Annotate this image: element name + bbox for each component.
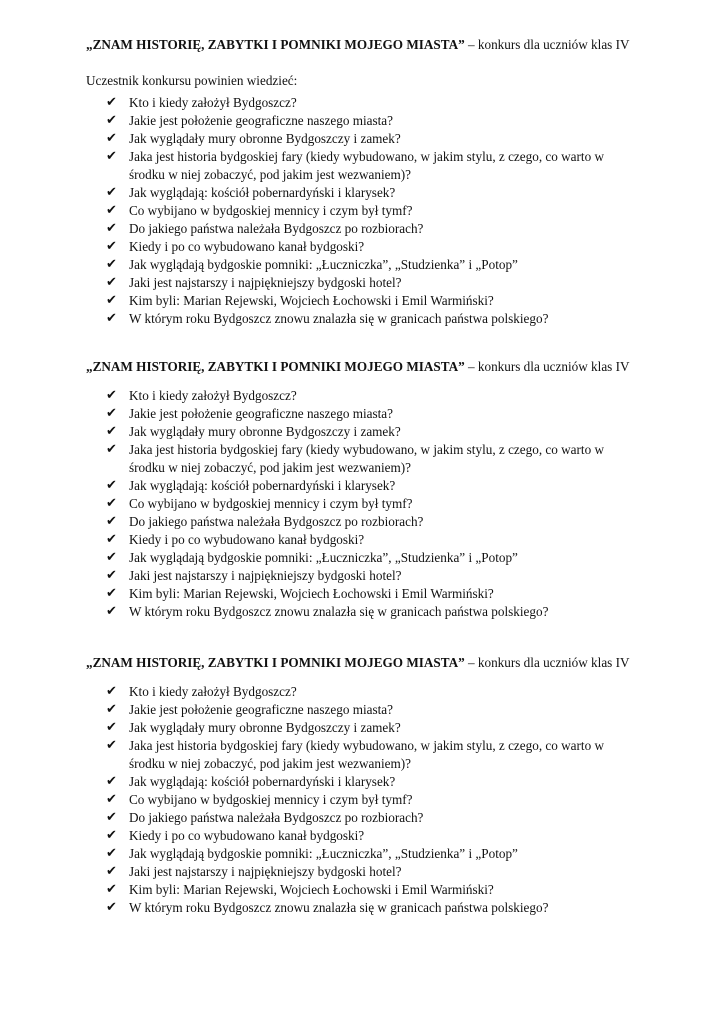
question-item: ✔ Jakie jest położenie geograficzne naszego miasta? bbox=[106, 406, 393, 421]
checkmark-icon: ✔ bbox=[106, 514, 117, 529]
checkmark-icon: ✔ bbox=[106, 388, 117, 403]
checkmark-icon: ✔ bbox=[106, 478, 117, 493]
checkmark-icon: ✔ bbox=[106, 293, 117, 308]
checkmark-icon: ✔ bbox=[106, 203, 117, 218]
question-item: ✔ Jak wyglądają bydgoskie pomniki: „Łuczniczka”, „Studzienka” i „Potop” bbox=[106, 846, 518, 861]
question-item: ✔ Jakie jest położenie geograficzne naszego miasta? bbox=[106, 113, 393, 128]
question-item: ✔ Jakie jest położenie geograficzne naszego miasta? bbox=[106, 702, 393, 717]
checkmark-icon: ✔ bbox=[106, 774, 117, 789]
checkmark-icon: ✔ bbox=[106, 257, 117, 272]
question-item: ✔ Jaki jest najstarszy i najpiękniejszy bydgoski hotel? bbox=[106, 568, 402, 583]
question-item: ✔ Jak wyglądały mury obronne Bydgoszczy i zamek? bbox=[106, 720, 401, 735]
checkmark-icon: ✔ bbox=[106, 532, 117, 547]
question-item: ✔ W którym roku Bydgoszcz znowu znalazła się w granicach państwa polskiego? bbox=[106, 604, 549, 619]
checkmark-icon: ✔ bbox=[106, 792, 117, 807]
checkmark-icon: ✔ bbox=[106, 864, 117, 879]
question-item: ✔ Jaka jest historia bydgoskiej fary (kiedy wybudowano, w jakim stylu, z czego, co warto w środku w niej zobaczyć, pod jakim jest wezwaniem)? bbox=[106, 149, 605, 182]
checkmark-icon: ✔ bbox=[106, 900, 117, 915]
question-item: ✔ Do jakiego państwa należała Bydgoszcz po rozbiorach? bbox=[106, 514, 424, 529]
question-item: ✔ Jaki jest najstarszy i najpiękniejszy bydgoski hotel? bbox=[106, 275, 402, 290]
question-item: ✔ Kim byli: Marian Rejewski, Wojciech Łochowski i Emil Warmiński? bbox=[106, 293, 494, 308]
heading-subtitle: – konkurs dla uczniów klas IV bbox=[464, 37, 630, 52]
question-item: ✔ Jaki jest najstarszy i najpiękniejszy bydgoski hotel? bbox=[106, 864, 402, 879]
checkmark-icon: ✔ bbox=[106, 720, 117, 735]
checkmark-icon: ✔ bbox=[106, 846, 117, 861]
heading-subtitle: – konkurs dla uczniów klas IV bbox=[464, 359, 630, 374]
checkmark-icon: ✔ bbox=[106, 424, 117, 439]
question-item: ✔ Kiedy i po co wybudowano kanał bydgoski? bbox=[106, 532, 365, 547]
question-item: ✔ W którym roku Bydgoszcz znowu znalazła się w granicach państwa polskiego? bbox=[106, 900, 549, 915]
checkmark-icon: ✔ bbox=[106, 568, 117, 583]
question-item: ✔ Jak wyglądają bydgoskie pomniki: „Łuczniczka”, „Studzienka” i „Potop” bbox=[106, 257, 518, 272]
checkmark-icon: ✔ bbox=[106, 586, 117, 601]
question-item: ✔ Co wybijano w bydgoskiej mennicy i czym był tymf? bbox=[106, 792, 413, 807]
question-item: ✔ Jak wyglądają: kościół pobernardyński i klarysek? bbox=[106, 185, 396, 200]
heading-subtitle: – konkurs dla uczniów klas IV bbox=[464, 655, 630, 670]
heading-title: „ZNAM HISTORIĘ, ZABYTKI I POMNIKI MOJEGO MIASTA” bbox=[86, 359, 465, 374]
question-item: ✔ Kto i kiedy założył Bydgoszcz? bbox=[106, 684, 297, 699]
checkmark-icon: ✔ bbox=[106, 442, 117, 457]
heading-title: „ZNAM HISTORIĘ, ZABYTKI I POMNIKI MOJEGO MIASTA” bbox=[86, 37, 465, 52]
question-item: ✔ W którym roku Bydgoszcz znowu znalazła się w granicach państwa polskiego? bbox=[106, 311, 549, 326]
section-heading bbox=[86, 36, 630, 54]
checkmark-icon: ✔ bbox=[106, 311, 117, 326]
checkmark-icon: ✔ bbox=[106, 239, 117, 254]
question-item: ✔ Jak wyglądają bydgoskie pomniki: „Łuczniczka”, „Studzienka” i „Potop” bbox=[106, 550, 518, 565]
checkmark-icon: ✔ bbox=[106, 496, 117, 511]
section-heading bbox=[86, 358, 630, 376]
question-list bbox=[0, 683, 724, 917]
checkmark-icon: ✔ bbox=[106, 95, 117, 110]
checkmark-icon: ✔ bbox=[106, 550, 117, 565]
checkmark-icon: ✔ bbox=[106, 185, 117, 200]
question-item: ✔ Kiedy i po co wybudowano kanał bydgoski? bbox=[106, 239, 365, 254]
question-item: ✔ Jak wyglądały mury obronne Bydgoszczy i zamek? bbox=[106, 131, 401, 146]
question-item: ✔ Kto i kiedy założył Bydgoszcz? bbox=[106, 388, 297, 403]
checkmark-icon: ✔ bbox=[106, 149, 117, 164]
question-item: ✔ Jaka jest historia bydgoskiej fary (kiedy wybudowano, w jakim stylu, z czego, co warto w środku w niej zobaczyć, pod jakim jest wezwaniem)? bbox=[106, 442, 605, 475]
checkmark-icon: ✔ bbox=[106, 810, 117, 825]
checkmark-icon: ✔ bbox=[106, 684, 117, 699]
checkmark-icon: ✔ bbox=[106, 221, 117, 236]
checkmark-icon: ✔ bbox=[106, 738, 117, 753]
question-list bbox=[0, 387, 724, 621]
question-item: ✔ Co wybijano w bydgoskiej mennicy i czym był tymf? bbox=[106, 203, 413, 218]
question-item: ✔ Jak wyglądały mury obronne Bydgoszczy i zamek? bbox=[106, 424, 401, 439]
checkmark-icon: ✔ bbox=[106, 406, 117, 421]
question-item: ✔ Jaka jest historia bydgoskiej fary (kiedy wybudowano, w jakim stylu, z czego, co warto w środku w niej zobaczyć, pod jakim jest wezwaniem)? bbox=[106, 738, 605, 771]
question-item: ✔ Kim byli: Marian Rejewski, Wojciech Łochowski i Emil Warmiński? bbox=[106, 882, 494, 897]
question-item: ✔ Kiedy i po co wybudowano kanał bydgoski? bbox=[106, 828, 365, 843]
section-intro: Uczestnik konkursu powinien wiedzieć: bbox=[86, 73, 298, 88]
question-item: ✔ Do jakiego państwa należała Bydgoszcz po rozbiorach? bbox=[106, 810, 424, 825]
checkmark-icon: ✔ bbox=[106, 275, 117, 290]
question-item: ✔ Co wybijano w bydgoskiej mennicy i czym był tymf? bbox=[106, 496, 413, 511]
question-item: ✔ Jak wyglądają: kościół pobernardyński i klarysek? bbox=[106, 774, 396, 789]
section-heading bbox=[86, 654, 630, 672]
checkmark-icon: ✔ bbox=[106, 702, 117, 717]
question-item: ✔ Do jakiego państwa należała Bydgoszcz po rozbiorach? bbox=[106, 221, 424, 236]
checkmark-icon: ✔ bbox=[106, 604, 117, 619]
checkmark-icon: ✔ bbox=[106, 882, 117, 897]
heading-title: „ZNAM HISTORIĘ, ZABYTKI I POMNIKI MOJEGO MIASTA” bbox=[86, 655, 465, 670]
checkmark-icon: ✔ bbox=[106, 828, 117, 843]
question-list bbox=[0, 94, 724, 328]
question-item: ✔ Jak wyglądają: kościół pobernardyński i klarysek? bbox=[106, 478, 396, 493]
question-item: ✔ Kim byli: Marian Rejewski, Wojciech Łochowski i Emil Warmiński? bbox=[106, 586, 494, 601]
checkmark-icon: ✔ bbox=[106, 131, 117, 146]
checkmark-icon: ✔ bbox=[106, 113, 117, 128]
question-item: ✔ Kto i kiedy założył Bydgoszcz? bbox=[106, 95, 297, 110]
